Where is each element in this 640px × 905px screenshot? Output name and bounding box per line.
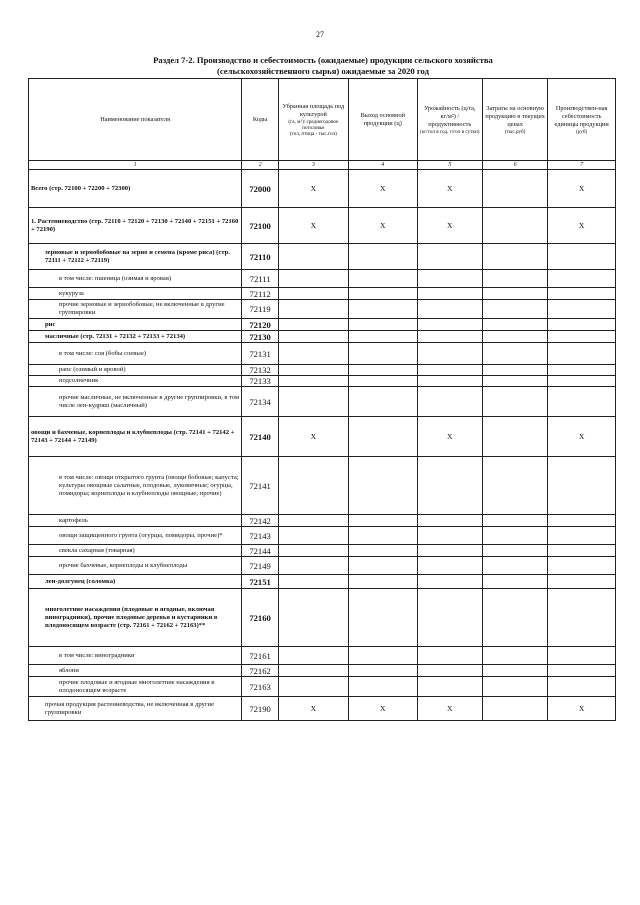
cell-c5[interactable] <box>417 376 482 387</box>
cell-c4[interactable]: Х <box>348 697 417 721</box>
table-row <box>29 557 616 575</box>
row-code: 72142 <box>242 515 279 527</box>
cell-c3[interactable]: Х <box>278 170 348 208</box>
cell-c6[interactable] <box>482 387 547 417</box>
cell-c3[interactable] <box>278 300 348 319</box>
table-row <box>29 343 616 365</box>
cell-c3[interactable] <box>278 343 348 365</box>
row-indicator-name: в том числе: виноградники <box>29 647 242 665</box>
table-row <box>29 300 616 319</box>
row-code: 72149 <box>242 557 279 575</box>
row-indicator-name: рапс (озимый и яровой) <box>29 365 242 376</box>
cell-c4[interactable] <box>348 288 417 300</box>
row-indicator-name: в том числе: пшеница (озимая и яровая) <box>29 270 242 288</box>
cell-c6[interactable] <box>482 331 547 343</box>
cell-c6[interactable] <box>482 545 547 557</box>
cell-c3[interactable] <box>278 677 348 697</box>
cell-c4[interactable] <box>348 376 417 387</box>
row-code: 72119 <box>242 300 279 319</box>
header-costs-main: Затраты на основную продукцию в текущих ценах <box>485 104 545 128</box>
row-indicator-name: прочие плодовые и ягодные многолетние насаждения в плодоносящем возрасте <box>29 677 242 697</box>
cell-c3[interactable] <box>278 387 348 417</box>
cell-c5[interactable] <box>417 589 482 647</box>
cell-c7[interactable] <box>548 244 616 270</box>
row-indicator-name: овощи защищенного грунта (огурцы, помидоры, прочие)* <box>29 527 242 545</box>
table-row <box>29 387 616 417</box>
header-harvested-area-main: Убранная площадь под культурой <box>282 102 345 118</box>
cell-c6[interactable] <box>482 647 547 665</box>
cell-c5[interactable] <box>417 457 482 515</box>
table-row <box>29 170 616 208</box>
column-number: 1 <box>29 161 242 170</box>
cell-c4[interactable] <box>348 647 417 665</box>
table-row <box>29 515 616 527</box>
row-code: 72120 <box>242 319 279 331</box>
table-row <box>29 677 616 697</box>
cell-c6[interactable] <box>482 515 547 527</box>
section-title <box>28 55 618 77</box>
cell-c5[interactable]: Х <box>417 170 482 208</box>
table-row <box>29 331 616 343</box>
cell-c6[interactable] <box>482 376 547 387</box>
row-indicator-name: картофель <box>29 515 242 527</box>
row-indicator-name: прочие масличные, не включенные в другие группировки, в том числе лен-кудряш (масличный) <box>29 387 242 417</box>
cell-c6[interactable] <box>482 527 547 545</box>
cell-c3[interactable] <box>278 575 348 589</box>
cell-c6[interactable] <box>482 208 547 244</box>
column-number: 4 <box>348 161 417 170</box>
cell-c3[interactable] <box>278 457 348 515</box>
row-indicator-name: масличные (стр. 72131 + 72132 + 72133 + 72134) <box>29 331 242 343</box>
cell-c6[interactable] <box>482 300 547 319</box>
cell-c6[interactable] <box>482 244 547 270</box>
cell-c5[interactable]: Х <box>417 208 482 244</box>
cell-c3[interactable]: Х <box>278 208 348 244</box>
row-code: 72140 <box>242 417 279 457</box>
cell-c3[interactable] <box>278 665 348 677</box>
row-indicator-name: овощи и бахчевые, корнеплоды и клубнеплоды (стр. 72141 + 72142 + 72143 + 72144 + 72149) <box>29 417 242 457</box>
cell-c5[interactable]: Х <box>417 417 482 457</box>
cell-c4[interactable] <box>348 557 417 575</box>
cell-c5[interactable] <box>417 270 482 288</box>
cell-c7[interactable] <box>548 575 616 589</box>
row-indicator-name: прочая продукция растениеводства, не включенная в другие группировки <box>29 697 242 721</box>
cell-c6[interactable] <box>482 343 547 365</box>
table-row <box>29 365 616 376</box>
cell-c5[interactable] <box>417 387 482 417</box>
column-number: 3 <box>278 161 348 170</box>
cell-c5[interactable] <box>417 527 482 545</box>
cell-c5[interactable] <box>417 677 482 697</box>
cell-c3[interactable] <box>278 244 348 270</box>
table-row <box>29 244 616 270</box>
cell-c4[interactable]: Х <box>348 208 417 244</box>
header-harvested-area-unit: (га, м²)/ среднегодовое поголовье <box>288 118 339 131</box>
cell-c7[interactable]: Х <box>548 208 616 244</box>
cell-c3[interactable] <box>278 545 348 557</box>
header-costs <box>482 79 547 161</box>
column-number: 2 <box>242 161 279 170</box>
row-code: 72144 <box>242 545 279 557</box>
table-row <box>29 697 616 721</box>
cell-c7[interactable] <box>548 331 616 343</box>
header-yield <box>417 79 482 161</box>
cell-c5[interactable]: Х <box>417 697 482 721</box>
row-code: 72133 <box>242 376 279 387</box>
row-indicator-name: многолетние насаждения (плодовые и ягодные, включая виноградники), прочие плодовые деревья и кустарники в плодоносящем возрасте (стр. 72161 + 72162 + 72163)** <box>29 589 242 647</box>
cell-c4[interactable] <box>348 545 417 557</box>
cell-c3[interactable] <box>278 515 348 527</box>
cell-c3[interactable] <box>278 647 348 665</box>
cell-c6[interactable] <box>482 677 547 697</box>
cell-c7[interactable]: Х <box>548 170 616 208</box>
cell-c4[interactable] <box>348 319 417 331</box>
row-code: 72190 <box>242 697 279 721</box>
cell-c7[interactable] <box>548 527 616 545</box>
cell-c6[interactable] <box>482 575 547 589</box>
cell-c6[interactable] <box>482 365 547 376</box>
cell-c7[interactable] <box>548 365 616 376</box>
header-unit-cost-unit: (руб) <box>576 128 588 135</box>
cell-c7[interactable]: Х <box>548 697 616 721</box>
cell-c5[interactable] <box>417 244 482 270</box>
header-unit-cost <box>548 79 616 161</box>
cell-c3[interactable]: Х <box>278 697 348 721</box>
table-row <box>29 575 616 589</box>
page-number: 27 <box>316 30 324 39</box>
cell-c5[interactable] <box>417 557 482 575</box>
row-code: 72111 <box>242 270 279 288</box>
row-indicator-name: лен-долгунец (соломка) <box>29 575 242 589</box>
cell-c5[interactable] <box>417 545 482 557</box>
cell-c7[interactable] <box>548 557 616 575</box>
cell-c6[interactable] <box>482 589 547 647</box>
cell-c4[interactable] <box>348 417 417 457</box>
cell-c6[interactable] <box>482 170 547 208</box>
header-yield-note: (кг/гол в год, г/гол в сутки) <box>420 128 480 135</box>
cell-c7[interactable] <box>548 677 616 697</box>
cell-c4[interactable]: Х <box>348 170 417 208</box>
cell-c4[interactable] <box>348 270 417 288</box>
header-harvested-area <box>278 79 348 161</box>
cell-c4[interactable] <box>348 515 417 527</box>
cell-c3[interactable] <box>278 589 348 647</box>
row-code: 72143 <box>242 527 279 545</box>
column-number: 5 <box>417 161 482 170</box>
cell-c5[interactable] <box>417 343 482 365</box>
row-indicator-name: зерновые и зернобобовые на зерно и семена (кроме риса) (стр. 72111 + 72112 + 72119) <box>29 244 242 270</box>
row-indicator-name: свекла сахарная (товарная) <box>29 545 242 557</box>
cell-c6[interactable] <box>482 270 547 288</box>
row-indicator-name: 1. Растениеводство (стр. 72110 + 72120 + 72130 + 72140 + 72151 + 72160 + 72190) <box>29 208 242 244</box>
row-code: 72130 <box>242 331 279 343</box>
cell-c7[interactable] <box>548 376 616 387</box>
row-code: 72110 <box>242 244 279 270</box>
cell-c6[interactable] <box>482 697 547 721</box>
row-indicator-name: в том числе: соя (бобы соевые) <box>29 343 242 365</box>
cell-c3[interactable] <box>278 557 348 575</box>
header-output: Выход основной продукции (ц) <box>348 79 417 161</box>
header-costs-unit: (тыс.руб) <box>504 128 526 135</box>
header-yield-main: Урожайность (ц/га, кг/м²) / продуктивность <box>424 104 476 128</box>
row-code: 72000 <box>242 170 279 208</box>
row-code: 72132 <box>242 365 279 376</box>
cell-c4[interactable] <box>348 457 417 515</box>
cell-c4[interactable] <box>348 365 417 376</box>
cell-c6[interactable] <box>482 319 547 331</box>
row-indicator-name: в том числе: овощи открытого грунта (овощи бобовые; капуста; культуры овощные салатные, плодовые, луковичные; огурцы, помидоры; корнеплоды и клубнеплоды овощные; прочие) <box>29 457 242 515</box>
cell-c7[interactable] <box>548 319 616 331</box>
row-indicator-name: кукуруза <box>29 288 242 300</box>
cell-c5[interactable] <box>417 647 482 665</box>
cell-c4[interactable] <box>348 244 417 270</box>
table-row <box>29 270 616 288</box>
cell-c6[interactable] <box>482 457 547 515</box>
table-row <box>29 589 616 647</box>
table-row <box>29 457 616 515</box>
cell-c4[interactable] <box>348 343 417 365</box>
section-title-line2: (сельскохозяйственного сырья) ожидаемые за 2020 год <box>217 66 429 76</box>
cell-c5[interactable] <box>417 331 482 343</box>
row-code: 72131 <box>242 343 279 365</box>
cell-c5[interactable] <box>417 288 482 300</box>
cell-c7[interactable] <box>548 515 616 527</box>
table-row <box>29 417 616 457</box>
cell-c3[interactable]: Х <box>278 417 348 457</box>
row-code: 72162 <box>242 665 279 677</box>
table-row <box>29 288 616 300</box>
row-indicator-name: яблони <box>29 665 242 677</box>
cell-c4[interactable] <box>348 387 417 417</box>
cell-c4[interactable] <box>348 665 417 677</box>
cell-c7[interactable] <box>548 545 616 557</box>
cell-c3[interactable] <box>278 331 348 343</box>
row-code: 72160 <box>242 589 279 647</box>
cell-c7[interactable] <box>548 589 616 647</box>
column-number: 6 <box>482 161 547 170</box>
row-code: 72161 <box>242 647 279 665</box>
cell-c7[interactable] <box>548 288 616 300</box>
table-row <box>29 319 616 331</box>
row-indicator-name: Всего (стр. 72100 + 72200 + 72300) <box>29 170 242 208</box>
table-row <box>29 665 616 677</box>
row-indicator-name: подсолнечник <box>29 376 242 387</box>
cell-c3[interactable] <box>278 365 348 376</box>
header-codes: Коды <box>242 79 279 161</box>
cell-c7[interactable] <box>548 270 616 288</box>
cell-c7[interactable]: Х <box>548 417 616 457</box>
header-indicator-name: Наименование показателя <box>29 79 242 161</box>
cell-c6[interactable] <box>482 557 547 575</box>
cell-c3[interactable] <box>278 288 348 300</box>
header-harvested-area-note: (гол, птица - тыс.гол) <box>289 130 337 137</box>
table-row <box>29 527 616 545</box>
cell-c7[interactable] <box>548 647 616 665</box>
production-cost-table <box>28 78 616 721</box>
cell-c4[interactable] <box>348 575 417 589</box>
column-number: 7 <box>548 161 616 170</box>
row-indicator-name: рис <box>29 319 242 331</box>
cell-c5[interactable] <box>417 515 482 527</box>
row-indicator-name: прочие зерновые и зернобобовые, не включенные в другие группировки <box>29 300 242 319</box>
row-indicator-name: прочие бахчевые, корнеплоды и клубнеплоды <box>29 557 242 575</box>
table-row <box>29 376 616 387</box>
table-row <box>29 647 616 665</box>
cell-c3[interactable] <box>278 270 348 288</box>
row-code: 72112 <box>242 288 279 300</box>
column-number-row <box>29 161 616 170</box>
cell-c4[interactable] <box>348 300 417 319</box>
table-row <box>29 208 616 244</box>
cell-c4[interactable] <box>348 677 417 697</box>
cell-c7[interactable] <box>548 343 616 365</box>
cell-c4[interactable] <box>348 527 417 545</box>
cell-c7[interactable] <box>548 665 616 677</box>
table-row <box>29 545 616 557</box>
cell-c3[interactable] <box>278 527 348 545</box>
row-code: 72151 <box>242 575 279 589</box>
row-code: 72134 <box>242 387 279 417</box>
cell-c4[interactable] <box>348 589 417 647</box>
cell-c7[interactable] <box>548 457 616 515</box>
row-code: 72163 <box>242 677 279 697</box>
cell-c5[interactable] <box>417 665 482 677</box>
cell-c5[interactable] <box>417 319 482 331</box>
cell-c7[interactable] <box>548 387 616 417</box>
row-code: 72141 <box>242 457 279 515</box>
cell-c6[interactable] <box>482 417 547 457</box>
cell-c3[interactable] <box>278 319 348 331</box>
table-header-row <box>29 79 616 161</box>
cell-c5[interactable] <box>417 300 482 319</box>
section-title-line1: Раздел 7-2. Производство и себестоимость (ожидаемые) продукции сельского хозяйства <box>153 55 493 65</box>
cell-c5[interactable] <box>417 575 482 589</box>
header-unit-cost-main: Производствен-ная себестоимость единицы продукции <box>554 104 609 128</box>
cell-c7[interactable] <box>548 300 616 319</box>
cell-c3[interactable] <box>278 376 348 387</box>
cell-c6[interactable] <box>482 665 547 677</box>
cell-c6[interactable] <box>482 288 547 300</box>
cell-c5[interactable] <box>417 365 482 376</box>
row-code: 72100 <box>242 208 279 244</box>
cell-c4[interactable] <box>348 331 417 343</box>
